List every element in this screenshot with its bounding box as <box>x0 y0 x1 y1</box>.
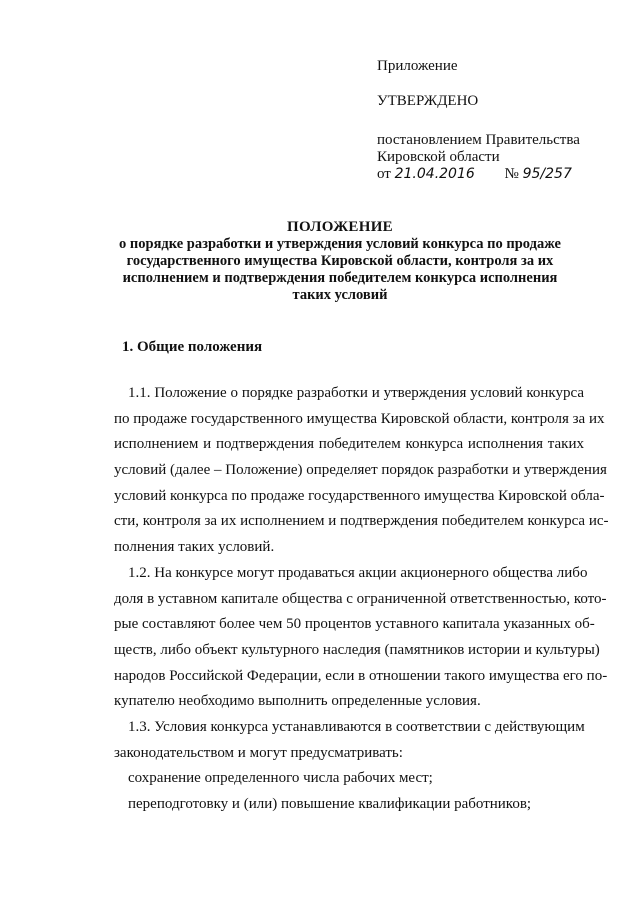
appendix-label: Приложение <box>377 58 458 74</box>
heading-line: таких условий <box>292 287 388 303</box>
handwritten-date: 21.04.2016 <box>394 166 475 182</box>
number-label: № <box>504 166 519 182</box>
text-line: 1.2. На конкурсе могут продаваться акции акционерного общества либо <box>128 564 588 581</box>
text-line: рые составляют более чем 50 процентов уставного капитала указанных об- <box>114 616 595 633</box>
approved-label: УТВЕРЖДЕНО <box>377 93 479 109</box>
date-prefix: от <box>377 166 391 182</box>
heading-line: исполнением и подтверждения победителем конкурса исполнения <box>122 270 558 286</box>
heading-line: о порядке разработки и утверждения условий конкурса по продаже <box>119 236 561 252</box>
heading-line: государственного имущества Кировской области, контроля за их <box>126 253 554 269</box>
text-line: сти, контроля за их исполнением и подтверждения победителем конкурса ис- <box>114 513 609 530</box>
text-line: исполнением и подтверждения победителем конкурса исполнения таких <box>114 436 584 453</box>
text-line: полнения таких условий. <box>114 539 275 556</box>
text-line: народов Российской Федерации, если в отношении такого имущества его по- <box>114 667 608 684</box>
document-body <box>114 385 609 822</box>
approval-block <box>377 58 627 183</box>
section-title: 1. Общие положения <box>122 339 263 355</box>
handwritten-number: 95/257 <box>522 166 572 182</box>
text-line: 1.1. Положение о порядке разработки и утверждения условий конкурса <box>128 385 584 401</box>
resolution-label: постановлением Правительства <box>377 132 580 148</box>
text-line: законодательством и могут предусматривать: <box>114 744 403 761</box>
text-line: условий конкурса по продаже государственного имущества Кировской обла- <box>114 487 605 504</box>
date-number-line <box>377 166 627 183</box>
region-label: Кировской области <box>377 149 500 165</box>
text-line: переподготовку и (или) повышение квалификации работников; <box>128 796 532 812</box>
text-line: доля в уставном капитале общества с ограниченной ответственностью, кото- <box>114 590 607 607</box>
text-line: сохранение определенного числа рабочих мест; <box>128 770 433 787</box>
text-line: купателю необходимо выполнить определенные условия. <box>114 693 481 710</box>
text-line: по продаже государственного имущества Кировской области, контроля за их <box>114 410 605 427</box>
text-line: 1.3. Условия конкурса устанавливаются в соответствии с действующим <box>128 718 585 735</box>
document-heading <box>80 219 600 304</box>
text-line: условий (далее – Положение) определяет порядок разработки и утверждения <box>114 462 607 479</box>
text-line: ществ, либо объект культурного наследия (памятников истории и культуры) <box>114 641 600 658</box>
document-title: ПОЛОЖЕНИЕ <box>287 219 393 235</box>
